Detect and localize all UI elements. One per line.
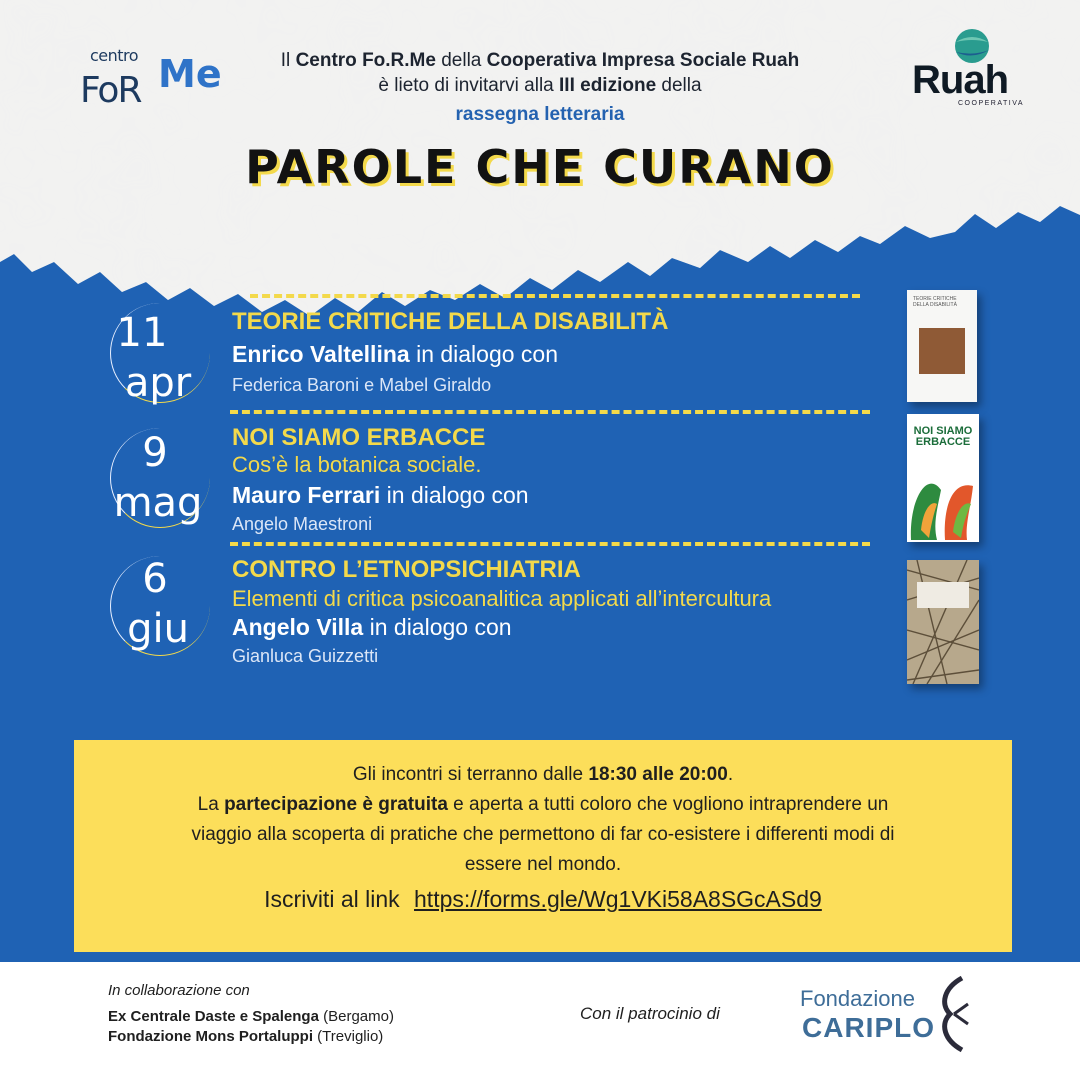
cariplo-mark-icon — [932, 974, 972, 1054]
info-line-4: essere nel mondo. — [464, 854, 622, 875]
event-day: 6 — [142, 556, 168, 602]
info-line-2: La partecipazione è gratuita e aperta a tutti coloro che vogliono intraprendere un — [197, 794, 889, 815]
event-day: 9 — [142, 430, 168, 476]
logo-forme-me: Me — [158, 52, 222, 96]
event-month: mag — [113, 480, 203, 526]
book-cover-3 — [907, 560, 979, 684]
event-month: apr — [124, 360, 192, 406]
dashed-divider — [250, 294, 860, 298]
ruah-logo — [912, 28, 1025, 108]
rassegna-label: rassegna letteraria — [455, 104, 625, 125]
info-box — [74, 740, 1012, 952]
event-guests: Federica Baroni e Mabel Giraldo — [232, 375, 492, 395]
event-subtitle: Elementi di critica psicoanalitica applicati all’intercultura — [232, 586, 772, 611]
event-author: Angelo Villa in dialogo con — [232, 614, 512, 640]
book-cover-2-art — [907, 460, 979, 540]
book-cover-1-title: TEORIE CRITICHE DELLA DISABILITÀ — [913, 296, 957, 308]
logo-forme-small: centro — [90, 46, 139, 65]
info-line-3: viaggio alla scoperta di pratiche che permettono di far co-esistere i differenti modi di — [191, 824, 895, 845]
cariplo-logo-line1: Fondazione — [800, 986, 915, 1011]
book-cover-1 — [907, 290, 977, 402]
signup-label: Iscriviti al link — [264, 886, 400, 912]
event-subtitle: Cos’è la botanica sociale. — [232, 452, 482, 477]
signup-row — [74, 886, 1012, 913]
collab-partner-2: Fondazione Mons Portaluppi (Treviglio) — [108, 1028, 384, 1045]
book-cover-2-title: NOI SIAMO ERBACCE — [913, 425, 973, 448]
event-month: giu — [127, 606, 189, 652]
collab-partner-1: Ex Centrale Daste e Spalenga (Bergamo) — [108, 1008, 394, 1025]
event-title: TEORIE CRITICHE DELLA DISABILITÀ — [232, 308, 669, 335]
event-day: 11 — [116, 310, 168, 356]
signup-link[interactable]: https://forms.gle/Wg1VKi58A8SGcASd9 — [414, 886, 822, 912]
book-cover-1-art — [919, 328, 965, 374]
intro-line-2: è lieto di invitarvi alla III edizione della — [378, 75, 702, 96]
ruah-logo-word: Ruah — [912, 58, 1008, 102]
footer — [0, 962, 1080, 1080]
intro-text — [220, 48, 860, 98]
intro-line-1: Il Centro Fo.R.Me della Cooperativa Impresa Sociale Ruah — [280, 50, 800, 71]
event-title: NOI SIAMO ERBACCE — [232, 424, 486, 451]
cariplo-logo-line2: CARIPLO — [802, 1012, 935, 1043]
book-cover-2 — [907, 414, 979, 542]
page-title: PAROLE CHE CURANO — [245, 140, 835, 194]
event-author: Enrico Valtellina in dialogo con — [232, 341, 559, 367]
centro-forme-logo — [80, 40, 222, 111]
book-cover-3-art — [907, 560, 979, 684]
info-line-1: Gli incontri si terranno dalle 18:30 alle 20:00. — [352, 764, 734, 785]
event-title: CONTRO L’ETNOPSICHIATRIA — [232, 556, 581, 583]
ruah-logo-sub: COOPERATIVA — [958, 100, 1025, 107]
event-author: Mauro Ferrari in dialogo con — [232, 482, 529, 508]
event-guests: Angelo Maestroni — [232, 514, 373, 534]
dashed-divider — [230, 542, 870, 546]
logo-forme-fo: FoR — [80, 70, 141, 111]
event-guests: Gianluca Guizzetti — [232, 646, 379, 666]
dashed-divider — [230, 410, 870, 414]
collab-label: In collaborazione con — [108, 982, 250, 999]
patronage-label: Con il patrocinio di — [580, 1004, 720, 1023]
